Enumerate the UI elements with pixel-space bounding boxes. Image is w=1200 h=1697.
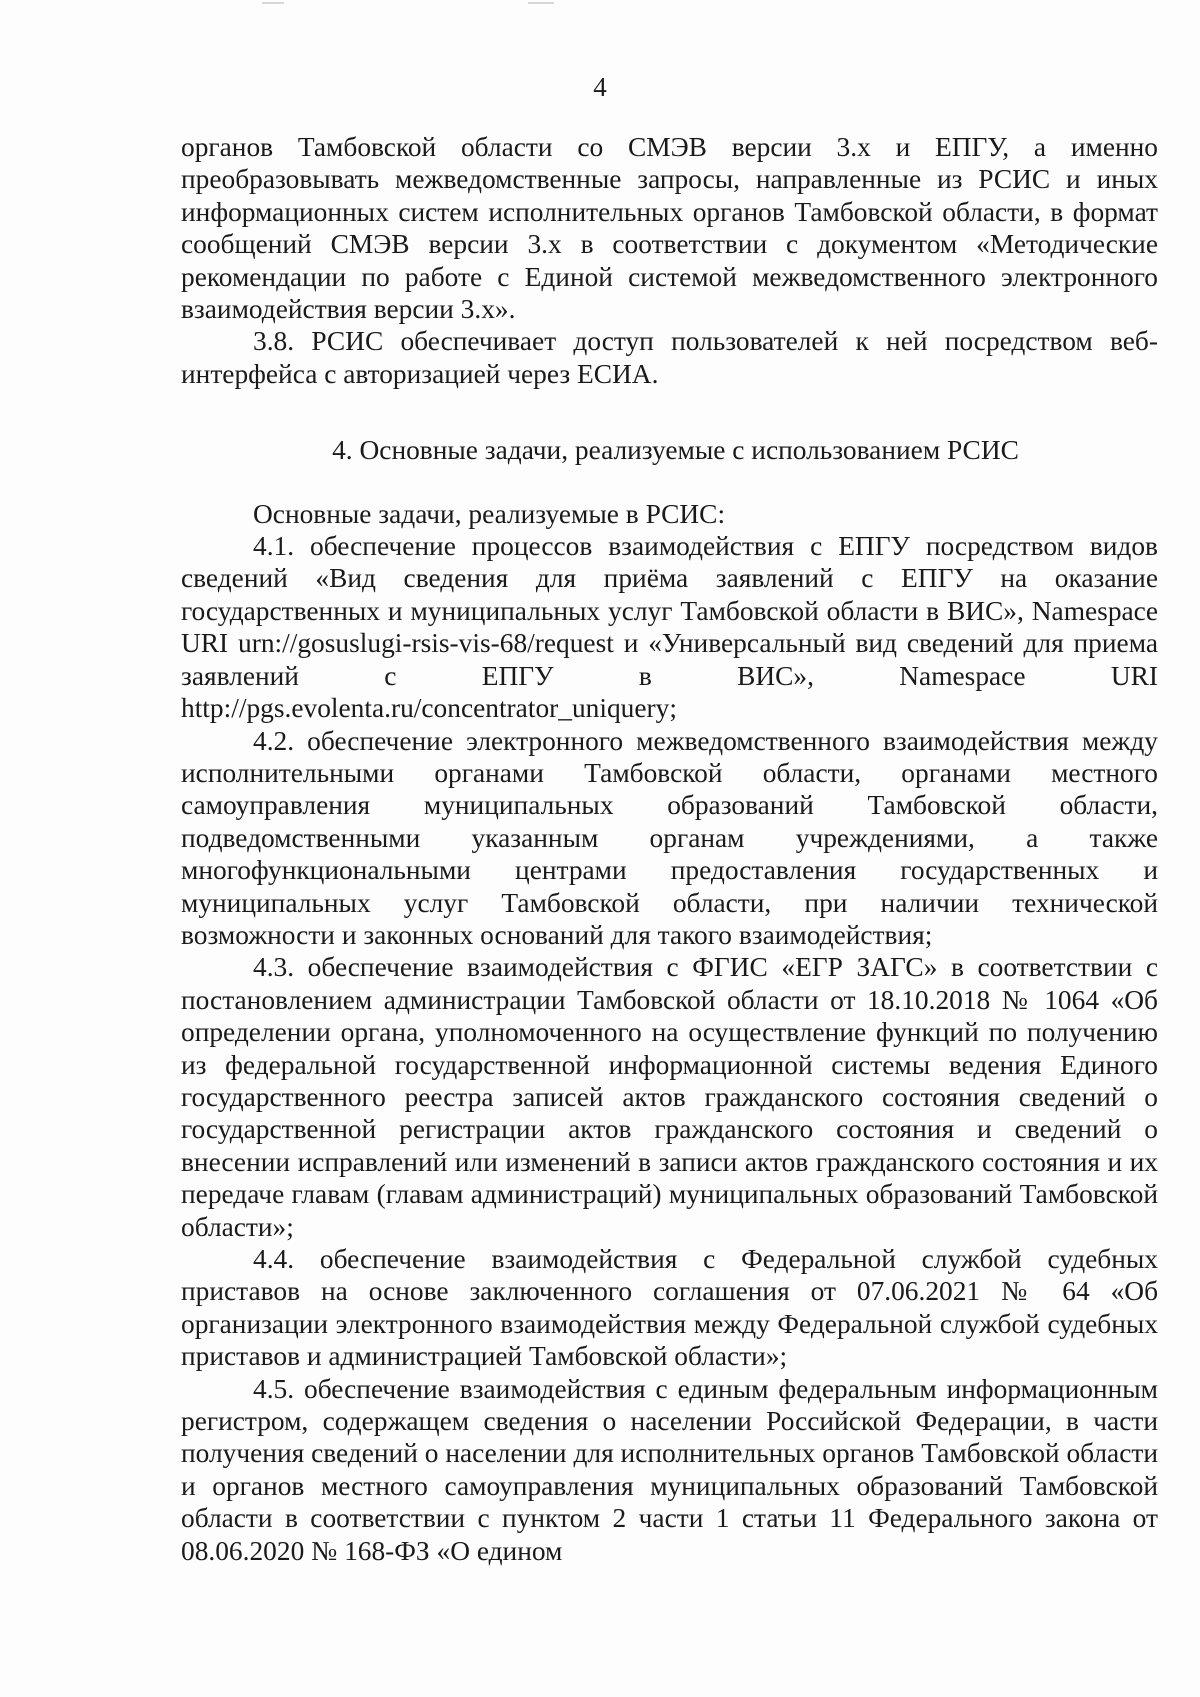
document-body [181, 131, 1158, 1567]
section-heading: 4. Основные задачи, реализуемые с использованием РСИС [332, 435, 1019, 466]
list-item-4-2: 4.2. обеспечение электронного межведомственного взаимодействия между исполнительными органами Тамбовской области, органами местного самоуправления муниципальных образований Тамбовской области, подведомственными указанным органам учреждениями, а также многофункциональными центрами предоставления государственных и муниципальных услуг Тамбовской области, при наличии технической возможности и законных оснований для такого взаимодействия; [181, 725, 1158, 950]
paragraph-3-8: 3.8. РСИС обеспечивает доступ пользователей к ней посредством веб-интерфейса с авторизацией через ЕСИА. [181, 326, 1158, 389]
scan-artifact-top-left [262, 2, 284, 4]
section-intro: Основные задачи, реализуемые в РСИС: [253, 498, 726, 529]
list-item-4-5: 4.5. обеспечение взаимодействия с единым федеральным информационным регистром, содержащем сведения о населении Российской Федерации, в части получения сведений о населении для исполнительных органов Тамбовской области и органов местного самоуправления муниципальных образований Тамбовской области в соответствии с пунктом 2 части 1 статьи 11 Федерального закона от 08.06.2020 № 168-ФЗ «О едином [181, 1373, 1158, 1566]
page-number: 4 [593, 72, 607, 102]
list-item-4-3: 4.3. обеспечение взаимодействия с ФГИС «ЕГР ЗАГС» в соответствии с постановлением администрации Тамбовской области от 18.10.2018 № 1064 «Об определении органа, уполномоченного на осуществление функций по получению из федеральной государственной информационной системы ведения Единого государственного реестра записей актов гражданского состояния сведений о государственной регистрации актов гражданского состояния и сведений о внесении исправлений или изменений в записи актов гражданского состояния и их передаче главам (главам администраций) муниципальных образований Тамбовской области»; [181, 952, 1158, 1242]
list-item-4-4: 4.4. обеспечение взаимодействия с Федеральной службой судебных приставов на основе заключенного соглашения от 07.06.2021 № 64 «Об организации электронного взаимодействия между Федеральной службой судебных приставов и администрацией Тамбовской области»; [181, 1244, 1158, 1372]
scan-artifact-top-center [528, 2, 554, 4]
paragraph-continuation: органов Тамбовской области со СМЭВ версии 3.х и ЕПГУ, а именно преобразовывать межведомственные запросы, направленные из РСИС и иных информационных систем исполнительных органов Тамбовской области, в формат сообщений СМЭВ версии 3.х в соответствии с документом «Методические рекомендации по работе с Единой системой межведомственного электронного взаимодействия версии 3.х». [181, 132, 1158, 325]
list-item-4-1: 4.1. обеспечение процессов взаимодействия с ЕПГУ посредством видов сведений «Вид сведения для приёма заявлений с ЕПГУ на оказание государственных и муниципальных услуг Тамбовской области в ВИС», Namespace URI urn://gosuslugi-rsis-vis-68/request и «Универсальный вид сведений для приема заявлений с ЕПГУ в ВИС», Namespace URI http://pgs.evolenta.ru/concentrator_uniquery; [181, 531, 1158, 724]
